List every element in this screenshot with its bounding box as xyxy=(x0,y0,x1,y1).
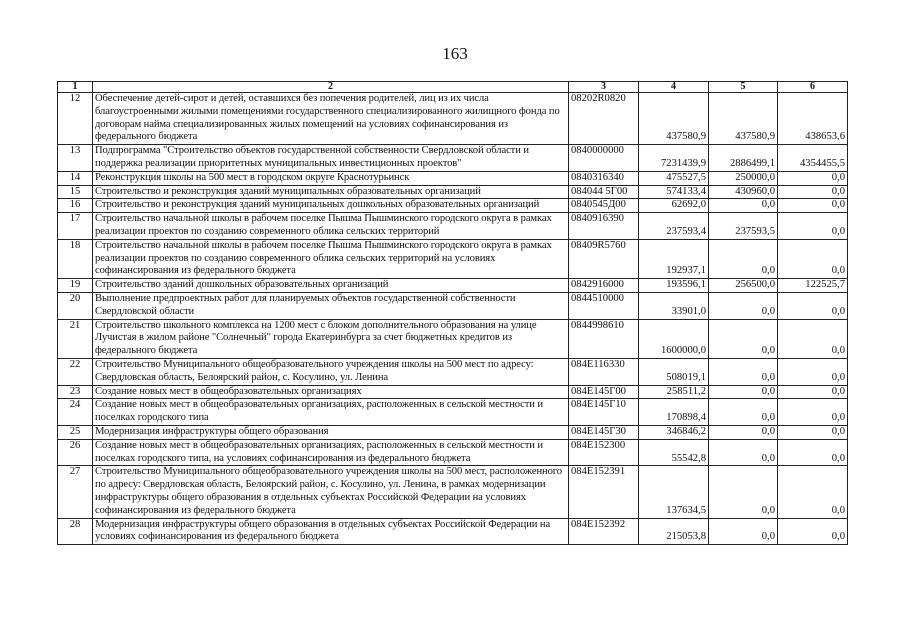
row-number-cell: 19 xyxy=(58,279,93,293)
table-row xyxy=(58,171,848,185)
amount-cell: 170898,4 xyxy=(639,399,709,426)
amount-cell: 0,0 xyxy=(709,439,778,466)
amount-cell: 346846,2 xyxy=(639,425,709,439)
amount-cell: 508019,1 xyxy=(639,358,709,385)
item-name-cell: Строительство и реконструкция зданий муниципальных дошкольных образовательных организаций xyxy=(93,199,569,213)
table-row xyxy=(58,239,848,278)
amount-cell: 0,0 xyxy=(709,518,778,545)
page-number: 163 xyxy=(442,44,468,63)
amount-cell: 33901,0 xyxy=(639,292,709,319)
amount-cell: 55542,8 xyxy=(639,439,709,466)
amount-cell: 0,0 xyxy=(709,358,778,385)
row-number-cell: 12 xyxy=(58,93,93,145)
table-row xyxy=(58,319,848,358)
budget-code-cell: 0840916390 xyxy=(569,213,639,240)
table-row xyxy=(58,439,848,466)
row-number-cell: 16 xyxy=(58,199,93,213)
amount-cell: 0,0 xyxy=(778,185,848,199)
table-row xyxy=(58,93,848,145)
budget-code-cell: 0842916000 xyxy=(569,279,639,293)
amount-cell: 250000,0 xyxy=(709,171,778,185)
table-row xyxy=(58,385,848,399)
row-number-cell: 28 xyxy=(58,518,93,545)
amount-cell: 0,0 xyxy=(709,385,778,399)
amount-cell: 4354455,5 xyxy=(778,145,848,172)
amount-cell: 0,0 xyxy=(778,466,848,518)
amount-cell: 0,0 xyxy=(778,319,848,358)
item-name-cell: Обеспечение детей-сирот и детей, оставшихся без попечения родителей, лиц из их числа благоустроенными жилыми помещениями государственного специализированного жилищного фонда по договорам найма специализированных жилых помещений на условиях софинансирования из федерального бюджета xyxy=(93,93,569,145)
table-header-row xyxy=(58,82,848,93)
budget-code-cell: 08409R5760 xyxy=(569,239,639,278)
amount-cell: 0,0 xyxy=(709,292,778,319)
amount-cell: 0,0 xyxy=(778,399,848,426)
amount-cell: 0,0 xyxy=(709,399,778,426)
item-name-cell: Модернизация инфраструктуры общего образования в отдельных субъектах Российской Федерации на условиях софинансирования из федерального бюджета xyxy=(93,518,569,545)
table-row xyxy=(58,399,848,426)
table-row xyxy=(58,425,848,439)
amount-cell: 237593,4 xyxy=(639,213,709,240)
item-name-cell: Создание новых мест в общеобразовательных организациях, расположенных в сельской местности и поселках городского типа, на условиях софинансирования из федерального бюджета xyxy=(93,439,569,466)
amount-cell: 192937,1 xyxy=(639,239,709,278)
amount-cell: 0,0 xyxy=(778,213,848,240)
item-name-cell: Строительство и реконструкция зданий муниципальных образовательных организаций xyxy=(93,185,569,199)
amount-cell: 0,0 xyxy=(709,319,778,358)
table-row xyxy=(58,518,848,545)
row-number-cell: 24 xyxy=(58,399,93,426)
amount-cell: 437580,9 xyxy=(639,93,709,145)
row-number-cell: 20 xyxy=(58,292,93,319)
amount-cell: 0,0 xyxy=(709,466,778,518)
amount-cell: 215053,8 xyxy=(639,518,709,545)
budget-code-cell: 0840316340 xyxy=(569,171,639,185)
budget-table xyxy=(57,81,848,545)
budget-table-body xyxy=(58,82,848,545)
table-row xyxy=(58,466,848,518)
budget-code-cell: 0844510000 xyxy=(569,292,639,319)
header-cell: 1 xyxy=(58,82,93,93)
budget-code-cell: 084E152300 xyxy=(569,439,639,466)
table-row xyxy=(58,292,848,319)
amount-cell: 0,0 xyxy=(778,239,848,278)
header-cell: 4 xyxy=(639,82,709,93)
amount-cell: 137634,5 xyxy=(639,466,709,518)
amount-cell: 0,0 xyxy=(709,199,778,213)
amount-cell: 574133,4 xyxy=(639,185,709,199)
amount-cell: 0,0 xyxy=(778,439,848,466)
budget-code-cell: 084E145Г30 xyxy=(569,425,639,439)
budget-code-cell: 084044 5Г00 xyxy=(569,185,639,199)
item-name-cell: Выполнение предпроектных работ для планируемых объектов государственной собственности Свердловской области xyxy=(93,292,569,319)
row-number-cell: 15 xyxy=(58,185,93,199)
budget-code-cell: 08202R0820 xyxy=(569,93,639,145)
amount-cell: 0,0 xyxy=(778,358,848,385)
budget-code-cell: 0840545Д00 xyxy=(569,199,639,213)
budget-code-cell: 084E152391 xyxy=(569,466,639,518)
item-name-cell: Создание новых мест в общеобразовательных организациях xyxy=(93,385,569,399)
item-name-cell: Строительство Муниципального общеобразовательного учреждения школы на 500 мест по адресу: Свердловская область, Белоярский район, с. Косулино, ул. Ленина xyxy=(93,358,569,385)
budget-code-cell: 084E152392 xyxy=(569,518,639,545)
budget-code-cell: 084E116330 xyxy=(569,358,639,385)
row-number-cell: 25 xyxy=(58,425,93,439)
budget-code-cell: 084E145Г10 xyxy=(569,399,639,426)
amount-cell: 1600000,0 xyxy=(639,319,709,358)
amount-cell: 0,0 xyxy=(778,171,848,185)
item-name-cell: Создание новых мест в общеобразовательных организациях, расположенных в сельской местности и поселках городского типа xyxy=(93,399,569,426)
amount-cell: 0,0 xyxy=(709,239,778,278)
row-number-cell: 22 xyxy=(58,358,93,385)
table-row xyxy=(58,213,848,240)
header-cell: 3 xyxy=(569,82,639,93)
amount-cell: 0,0 xyxy=(778,292,848,319)
table-row xyxy=(58,145,848,172)
item-name-cell: Реконструкция школы на 500 мест в городском округе Краснотурьинск xyxy=(93,171,569,185)
row-number-cell: 26 xyxy=(58,439,93,466)
header-cell: 5 xyxy=(709,82,778,93)
row-number-cell: 17 xyxy=(58,213,93,240)
amount-cell: 62692,0 xyxy=(639,199,709,213)
amount-cell: 0,0 xyxy=(778,518,848,545)
header-cell: 2 xyxy=(93,82,569,93)
budget-code-cell: 0844998610 xyxy=(569,319,639,358)
item-name-cell: Модернизация инфраструктуры общего образования xyxy=(93,425,569,439)
row-number-cell: 23 xyxy=(58,385,93,399)
row-number-cell: 13 xyxy=(58,145,93,172)
amount-cell: 430960,0 xyxy=(709,185,778,199)
amount-cell: 438653,6 xyxy=(778,93,848,145)
amount-cell: 122525,7 xyxy=(778,279,848,293)
amount-cell: 237593,5 xyxy=(709,213,778,240)
amount-cell: 0,0 xyxy=(778,199,848,213)
row-number-cell: 27 xyxy=(58,466,93,518)
header-cell: 6 xyxy=(778,82,848,93)
item-name-cell: Строительство школьного комплекса на 1200 мест с блоком дополнительного образования на улице Лучистая в жилом районе "Солнечный" города Екатеринбурга за счет бюджетных кредитов из федерального бюджета xyxy=(93,319,569,358)
table-row xyxy=(58,199,848,213)
table-row xyxy=(58,279,848,293)
item-name-cell: Строительство зданий дошкольных образовательных организаций xyxy=(93,279,569,293)
row-number-cell: 21 xyxy=(58,319,93,358)
item-name-cell: Строительство начальной школы в рабочем поселке Пышма Пышминского городского округа в рамках реализации проектов по созданию современного облика сельских территорий xyxy=(93,213,569,240)
amount-cell: 256500,0 xyxy=(709,279,778,293)
budget-code-cell: 0840000000 xyxy=(569,145,639,172)
amount-cell: 0,0 xyxy=(709,425,778,439)
budget-code-cell: 084E145Г00 xyxy=(569,385,639,399)
amount-cell: 7231439,9 xyxy=(639,145,709,172)
amount-cell: 475527,5 xyxy=(639,171,709,185)
table-row xyxy=(58,185,848,199)
amount-cell: 0,0 xyxy=(778,385,848,399)
amount-cell: 2886499,1 xyxy=(709,145,778,172)
amount-cell: 258511,2 xyxy=(639,385,709,399)
amount-cell: 437580,9 xyxy=(709,93,778,145)
amount-cell: 193596,1 xyxy=(639,279,709,293)
amount-cell: 0,0 xyxy=(778,425,848,439)
item-name-cell: Строительство начальной школы в рабочем поселке Пышма Пышминского городского округа в рамках реализации проектов по созданию современного облика сельских территорий на условиях софинансирования из федерального бюджета xyxy=(93,239,569,278)
row-number-cell: 18 xyxy=(58,239,93,278)
row-number-cell: 14 xyxy=(58,171,93,185)
table-row xyxy=(58,358,848,385)
item-name-cell: Подпрограмма "Строительство объектов государственной собственности Свердловской области и поддержка реализации приоритетных муниципальных инвестиционных проектов" xyxy=(93,145,569,172)
item-name-cell: Строительство Муниципального общеобразовательного учреждения школы на 500 мест, расположенного по адресу: Свердловская область, Белоярский район, с. Косулино, ул. Ленина, в рамках модернизации инфраструктуры общего образования в отдельных субъектах Российской Федерации на условиях софинансирования из федерального бюджета xyxy=(93,466,569,518)
